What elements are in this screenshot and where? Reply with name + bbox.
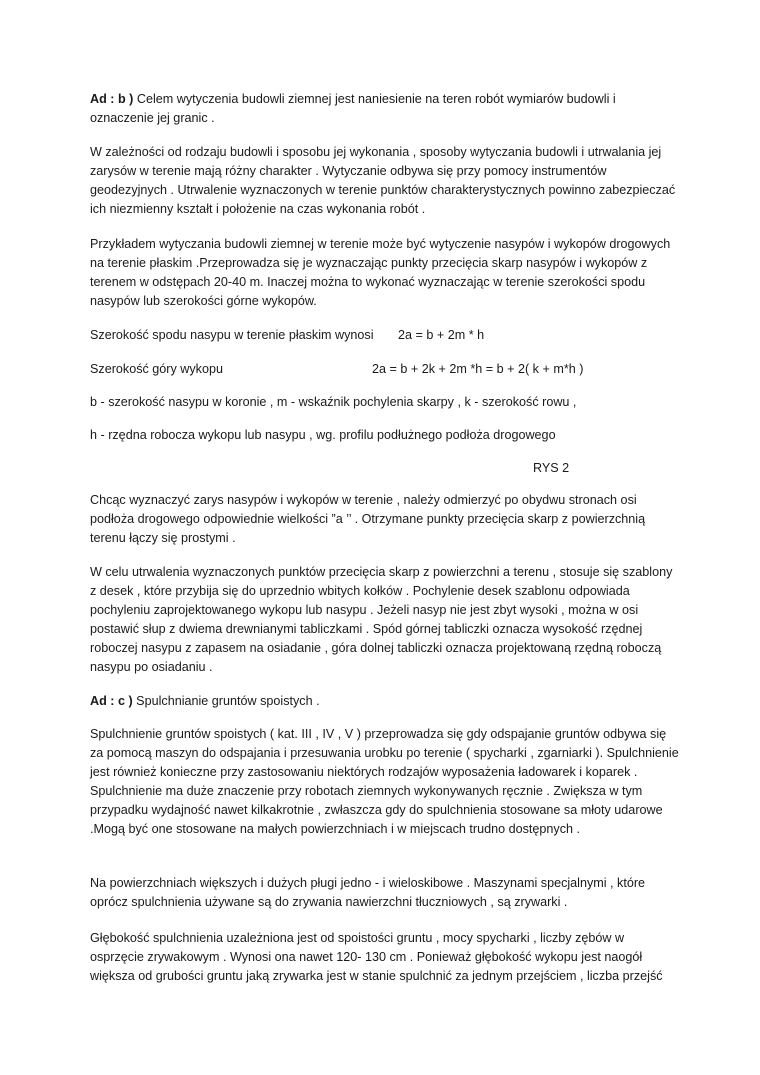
paragraph-loosening: Spulchnienie gruntów spoistych ( kat. III , IV , V ) przeprowadza się gdy odspajanie gruntów odbywa się za pomocą maszyn do odspajania i przesuwania urobku po terenie ( spycharki , zgarniarki ). Spulchnienie jest również konieczne przy zastosowaniu niektórych rodzajów wyposażenia ładowarek i koparek . Spulchnienie ma duże znaczenie przy robotach ziemnych wykonywanych ręcznie . Zwiększa w tym przypadku wydajność nawet kilkakrotnie , zwłaszcza gdy do spulchnienia stosowane sa młoty udarowe .Mogą być one stosowane na małych powierzchniach i w miejscach trudno dostępnych .	[90, 727, 679, 836]
section-marker-ad-b: Ad : b )	[90, 92, 134, 106]
formula-label: Szerokość spodu nasypu w terenie płaskim wynosi	[90, 328, 374, 342]
formula-embankment-width	[90, 326, 680, 345]
formula-label: Szerokość góry wykopu	[90, 362, 223, 376]
formula-cut-width	[90, 360, 680, 379]
paragraph-depth: Głębokość spulchnienia uzależniona jest od spoistości gruntu , mocy spycharki , liczby zębów w osprzęcie zrywakowym . Wynosi ona nawet 120- 130 cm . Ponieważ głębokość wykopu jest naogół większa od grubości gruntu jaką zrywarka jest w stanie spulchnić za jednym przejściem , liczba przejść	[90, 931, 663, 983]
formula-expression: 2a = b + 2m * h	[398, 328, 485, 342]
paragraph-text: Celem wytyczenia budowli ziemnej jest naniesienie na teren robót wymiarów budowli i oznaczenie jej granic .	[90, 92, 616, 125]
formula-expression: 2a = b + 2k + 2m *h = b + 2( k + m*h )	[372, 362, 584, 376]
section-heading-text: Spulchnianie gruntów spoistych .	[132, 694, 320, 708]
paragraph-dependence: W zależności od rodzaju budowli i sposobu jej wykonania , sposoby wytyczania budowli i utrwalania jej zarysów w terenie mają różny charakter . Wytyczanie odbywa się przy pomocy instrumentów geodezyjnych . Utrwalenie wyznaczonych w terenie punktów charakterystycznych powinno zabezpieczać ich niezmienny kształt i położenie na czas wykonania robót .	[90, 145, 676, 216]
paragraph-example: Przykładem wytyczania budowli ziemnej w terenie może być wytyczenie nasypów i wykopów drogowych na terenie płaskim .Przeprowadza się je wyznaczając punkty przecięcia skarp nasypów i wykopów z terenem w odstępach 20-40 m. Inaczej można to wykonać wyznaczając w terenie szerokości spodu nasypów lub szerokości górne wykopów.	[90, 237, 671, 308]
paragraph-ad-b	[90, 90, 680, 128]
paragraph-fixing-points: W celu utrwalenia wyznaczonych punktów przecięcia skarp z powierzchni a terenu , stosuje się szablony z desek , które przybija się do uprzednio wbitych kołków . Pochylenie desek szablonu odpowiada pochyleniu zaprojektowanego wykopu lub nasypu . Jeżeli nasyp nie jest zbyt wysoki , można w osi postawić słup z dwiema drewnianymi tabliczkami . Spód górnej tabliczki oznacza wysokość rzędnej roboczej nasypu z zapasem na osiadanie , góra dolnej tabliczki oznacza projektowaną rzędną roboczą nasypu po osiadaniu .	[90, 565, 673, 674]
section-marker-ad-c: Ad : c )	[90, 694, 133, 708]
figure-reference: RYS 2	[533, 461, 570, 475]
paragraph-ploughs: Na powierzchniach większych i dużych pługi jedno - i wieloskibowe . Maszynami specjalnymi , które oprócz spulchnienia używane są do zrywania nawierzchni tłuczniowych , są zrywarki .	[90, 876, 646, 909]
paragraph-ad-c	[90, 692, 680, 711]
symbol-legend-line-2: h - rzędna robocza wykopu lub nasypu , wg. profilu podłużnego podłoża drogowego	[90, 428, 556, 442]
paragraph-marking-outline: Chcąc wyznaczyć zarys nasypów i wykopów w terenie , należy odmierzyć po obydwu stronach osi podłoża drogowego odpowiednie wielkości ”a ’’ . Otrzymane punkty przecięcia skarp z powierzchnią terenu łączy się prostymi .	[90, 493, 646, 545]
symbol-legend-line-1: b - szerokość nasypu w koronie , m - wskaźnik pochylenia skarpy , k - szerokość rowu ,	[90, 395, 577, 409]
